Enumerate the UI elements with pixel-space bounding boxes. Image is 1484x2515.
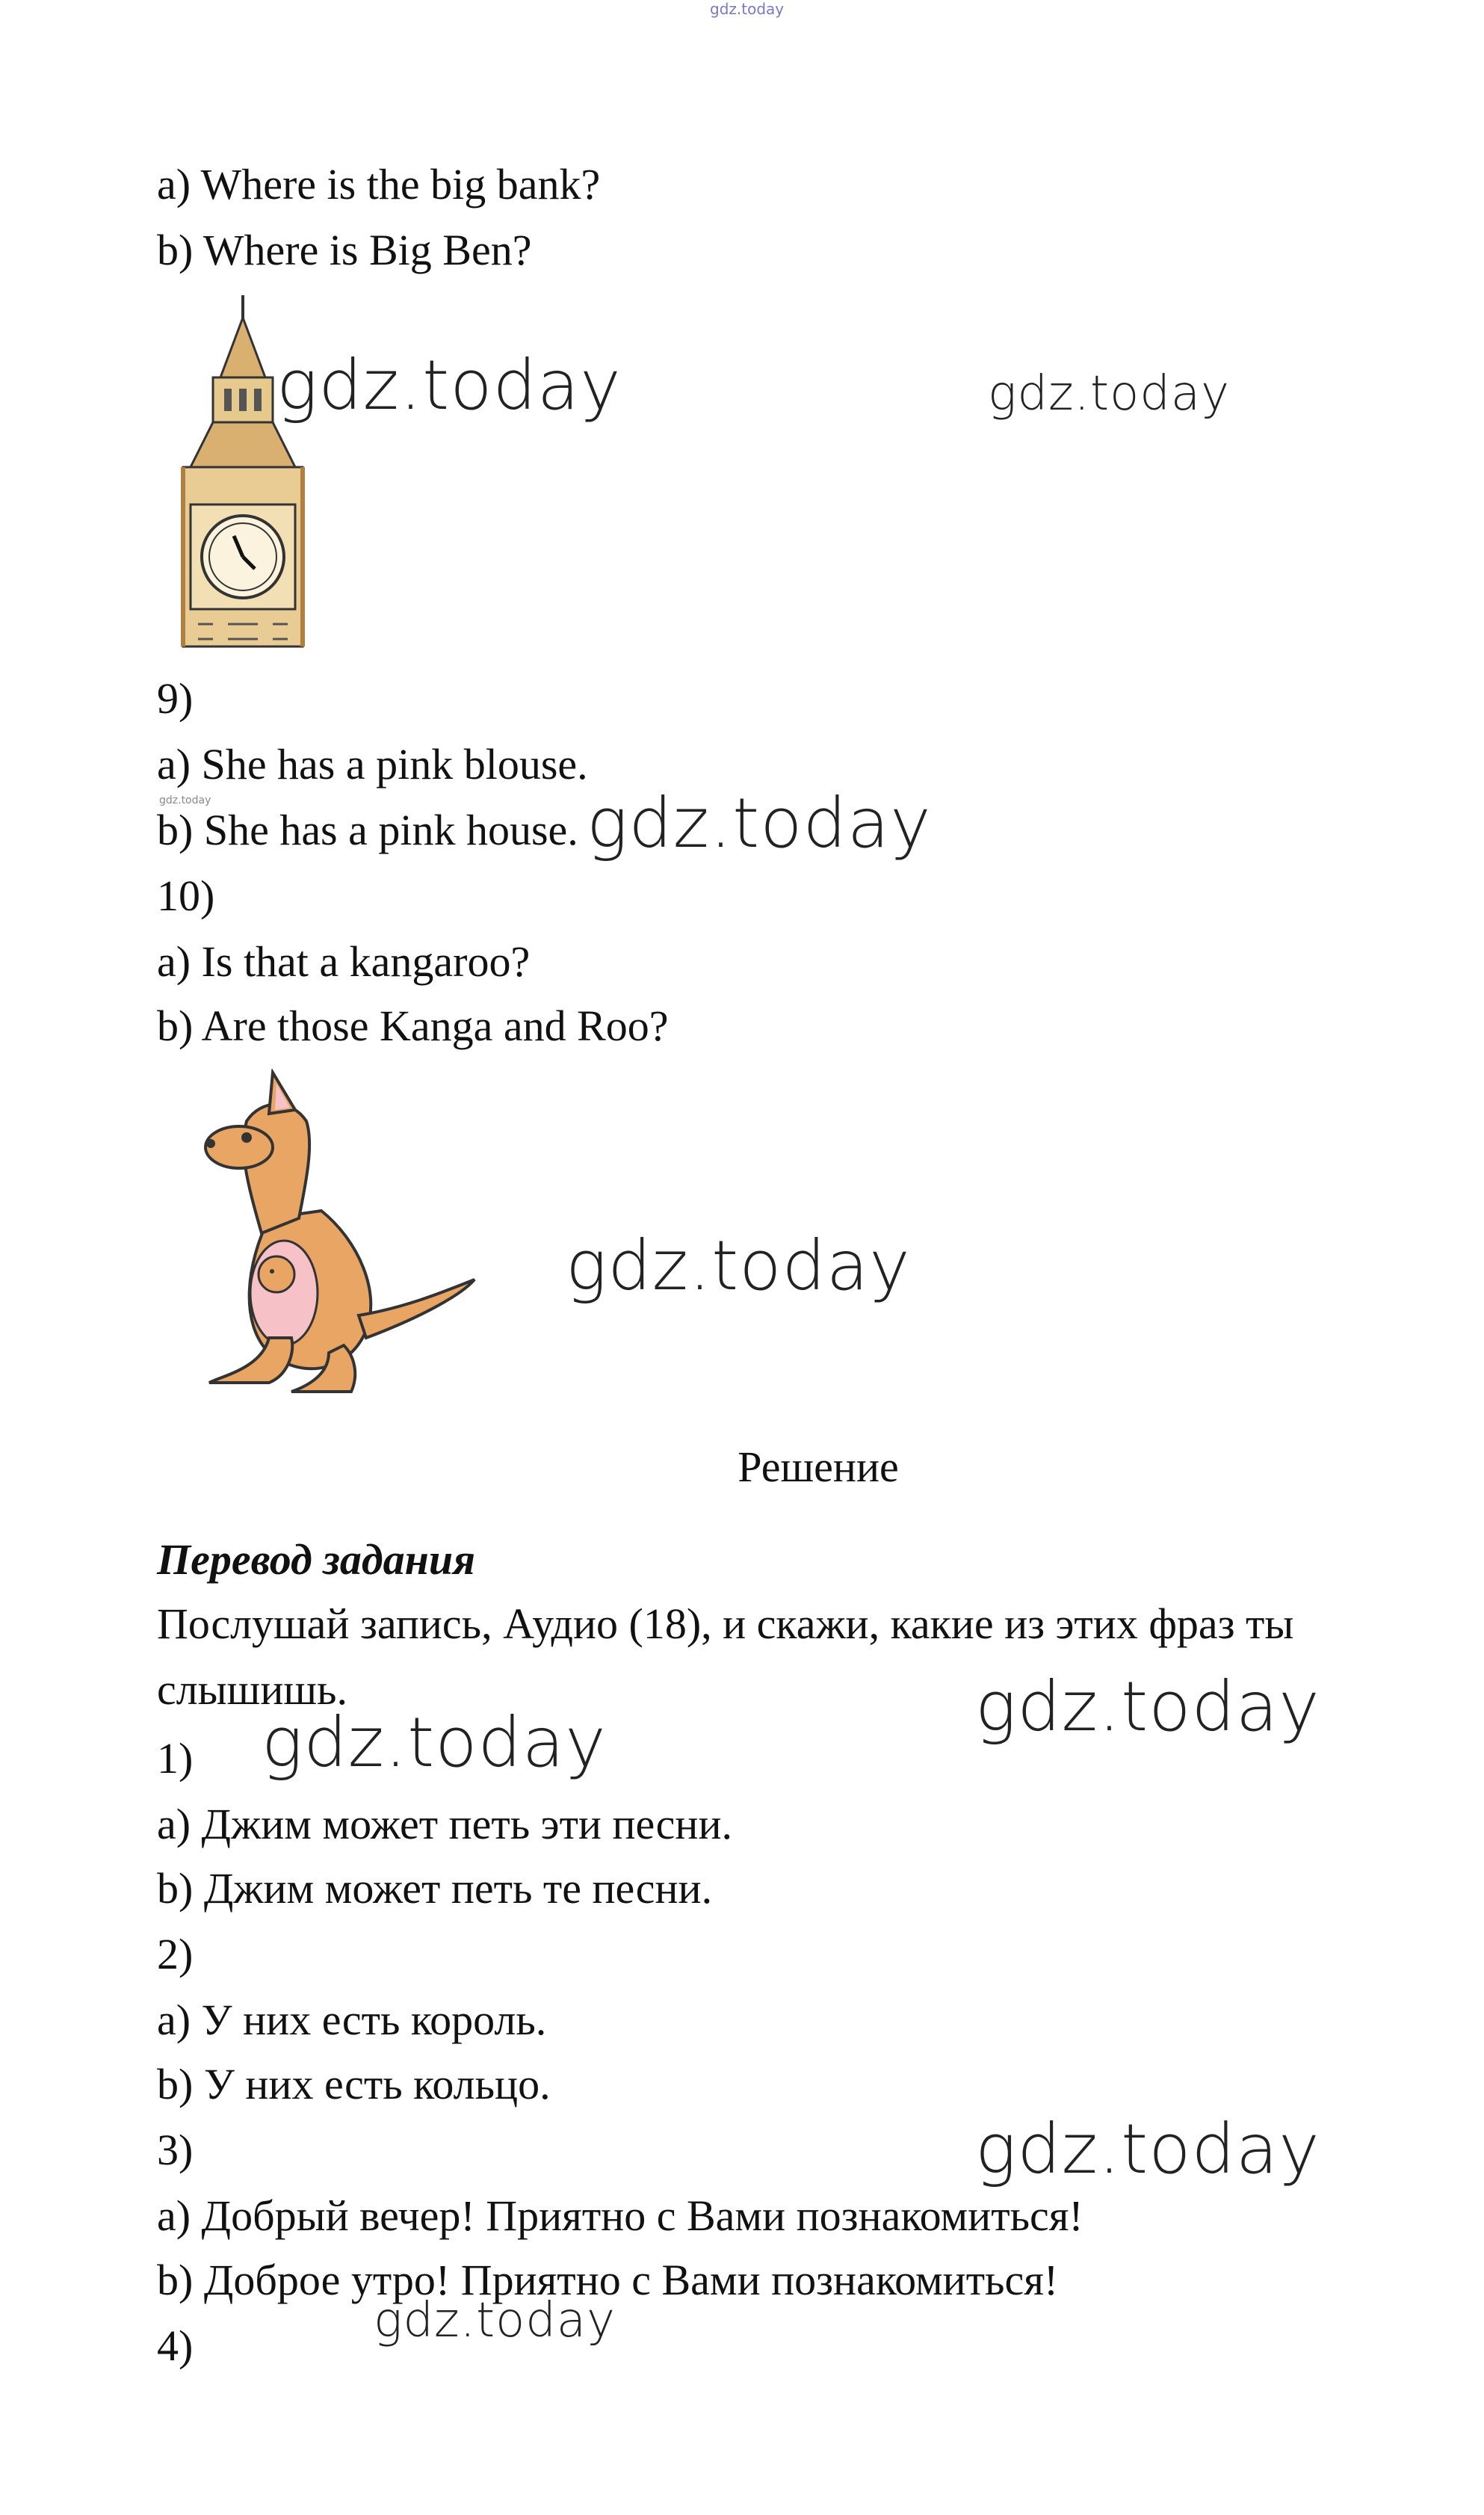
item-2a: a) У них есть король. (157, 1996, 547, 2044)
kangaroo-illustration (157, 1069, 486, 1398)
item-1-number: 1) (157, 1734, 194, 1783)
watermark: gdz.today (988, 366, 1230, 422)
watermark: gdz.today (975, 2109, 1320, 2189)
question-10a: a) Is that a kangaroo? (157, 937, 531, 986)
question-10-number: 10) (157, 871, 215, 920)
watermark: gdz.today (276, 345, 622, 425)
item-3a: a) Добрый вечер! Приятно с Вами познакомиться! (157, 2191, 1083, 2240)
item-2-number: 2) (157, 1930, 194, 1978)
question-9b: b) She has a pink house. (157, 806, 578, 854)
item-2b: b) У них есть кольцо. (157, 2060, 551, 2108)
watermark: gdz.today (374, 2293, 616, 2348)
watermark-tiny: gdz.today (159, 794, 211, 806)
watermark: gdz.today (975, 1667, 1320, 1747)
question-9-number: 9) (157, 674, 194, 723)
watermark: gdz.today (262, 1703, 607, 1783)
header-watermark: gdz.today (710, 0, 785, 18)
watermark: gdz.today (587, 783, 932, 863)
watermark: gdz.today (566, 1226, 911, 1306)
solution-heading: Решение (738, 1442, 899, 1491)
question-9a: a) She has a pink blouse. (157, 740, 588, 789)
item-4-number: 4) (157, 2321, 194, 2370)
item-3b: b) Доброе утро! Приятно с Вами познакомиться! (157, 2256, 1059, 2304)
task-text-line-1: Послушай запись, Аудио (18), и скажи, какие из этих фраз ты (157, 1599, 1294, 1648)
question-8b: b) Where is Big Ben? (157, 226, 532, 274)
question-10b: b) Are those Kanga and Roo? (157, 1002, 669, 1050)
item-1b: b) Джим может петь те песни. (157, 1864, 713, 1913)
item-1a: a) Джим может петь эти песни. (157, 1800, 733, 1848)
question-8a: a) Where is the big bank? (157, 160, 601, 209)
task-text-line-2: слышишь. (157, 1665, 347, 1714)
item-3-number: 3) (157, 2126, 194, 2174)
translation-subheading: Перевод задания (157, 1535, 475, 1584)
